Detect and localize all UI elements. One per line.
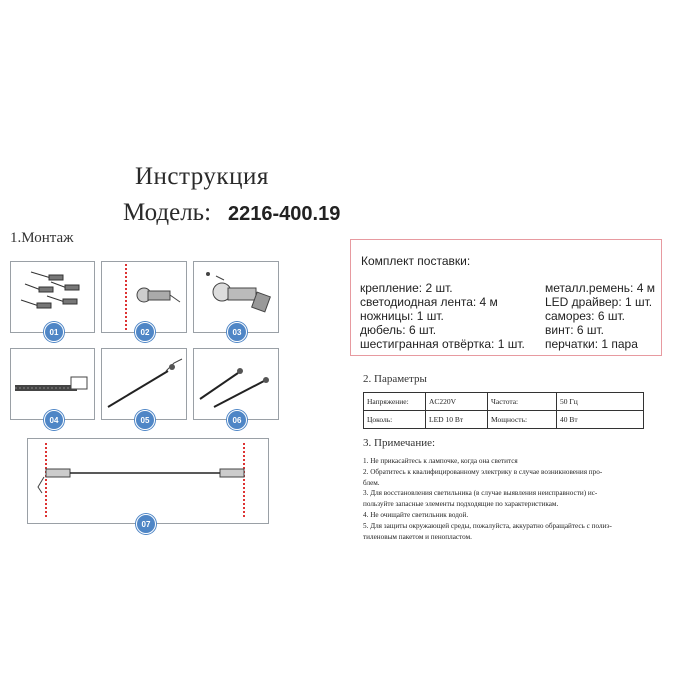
step-04-panel	[10, 348, 95, 425]
note-line: 4. Не очищайте светильник водой.	[363, 510, 469, 519]
param-value: 40 Вт	[557, 411, 644, 429]
kit-item: металл.ремень: 4 м	[545, 281, 655, 295]
param-label: Мощность:	[488, 411, 557, 429]
installed-strip-illustration	[28, 439, 268, 523]
step-02-panel	[101, 261, 187, 337]
step-badge: 06	[227, 410, 247, 430]
step-badge: 05	[135, 410, 155, 430]
kit-item: саморез: 6 шт.	[545, 309, 625, 323]
table-row	[364, 411, 644, 429]
note-line: 2. Обратитесь к квалифицированному электрику в случае возникновения про-	[363, 467, 603, 476]
note-line: тиленовым пакетом и пенопластом.	[363, 532, 472, 541]
step-badge: 02	[135, 322, 155, 342]
step-01-panel	[10, 261, 95, 337]
note-line: 3. Для восстановления светильника (в случае выявления неисправности) ис-	[363, 489, 598, 498]
step-badge: 03	[227, 322, 247, 342]
kit-item: светодиодная лента: 4 м	[360, 295, 498, 309]
note-line: пользуйте запасные элементы подходящие по характеристикам.	[363, 500, 559, 509]
step-badge: 01	[44, 322, 64, 342]
cable-connection-illustration	[102, 349, 186, 419]
note-line: блем.	[363, 478, 380, 487]
kit-title: Комплект поставки:	[361, 254, 471, 268]
table-row	[364, 393, 644, 411]
led-strip-illustration	[11, 349, 94, 419]
param-label: Напряжение:	[364, 393, 426, 411]
step-06-panel	[193, 348, 279, 425]
kit-item: ножницы: 1 шт.	[360, 309, 444, 323]
kit-right-column	[545, 281, 655, 351]
kit-item: шестигранная отвёртка: 1 шт.	[360, 337, 525, 351]
step-03-panel	[193, 261, 279, 337]
kit-left-column	[360, 281, 525, 351]
kit-item: дюбель: 6 шт.	[360, 323, 437, 337]
kit-item: перчатки: 1 пара	[545, 337, 638, 351]
step-07-panel	[27, 438, 269, 529]
step-badge: 07	[136, 514, 156, 534]
model-number: 2216-400.19	[228, 203, 341, 225]
note-line: 5. Для защиты окружающей среды, пожалуйста, аккуратно обращайтесь с полиэ-	[363, 521, 612, 530]
params-table	[363, 392, 644, 429]
kit-item: винт: 6 шт.	[545, 323, 605, 337]
param-label: Частота:	[488, 393, 557, 411]
mounting-heading: 1.Монтаж	[10, 230, 74, 246]
param-value: LED 10 Вт	[426, 411, 488, 429]
param-label: Цоколь:	[364, 411, 426, 429]
note-line: 1. Не прикасайтесь к лампочке, когда она светится	[363, 457, 518, 465]
params-heading: 2. Параметры	[363, 373, 427, 385]
step-05-panel	[101, 348, 187, 425]
param-value: AC220V	[426, 393, 488, 411]
kit-contents-box	[350, 239, 662, 356]
document-title: Инструкция	[135, 163, 269, 190]
notes-list	[363, 456, 688, 542]
kit-item: LED драйвер: 1 шт.	[545, 295, 653, 309]
kit-item: крепление: 2 шт.	[360, 281, 453, 295]
model-label: Модель:	[123, 199, 212, 226]
connector-illustration	[194, 349, 278, 419]
notes-heading: 3. Примечание:	[363, 437, 436, 449]
param-value: 50 Гц	[557, 393, 644, 411]
step-badge: 04	[44, 410, 64, 430]
